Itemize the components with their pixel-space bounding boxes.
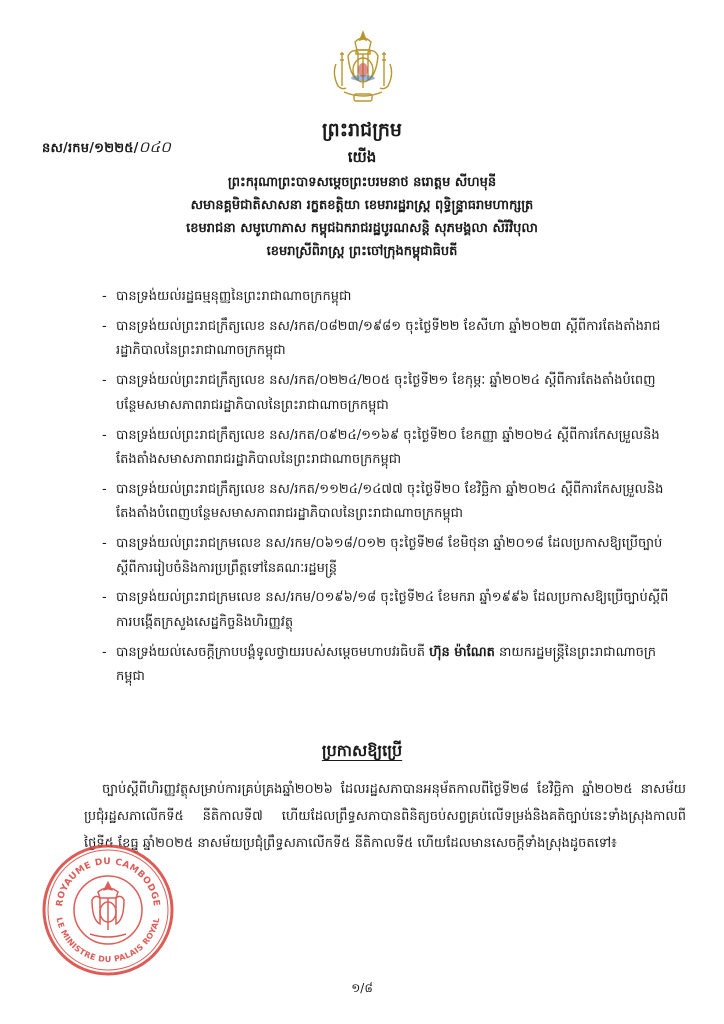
royal-title-line: ព្រះករុណាព្រះបាទសម្តេចព្រះបរមនាថ នរោត្តម សីហមុនី bbox=[227, 175, 497, 190]
document-number-handwritten: ០៤០ bbox=[138, 138, 172, 156]
document-title: ព្រះរាជក្រម bbox=[322, 119, 402, 141]
page-number: ១/៨ bbox=[351, 981, 373, 995]
visa-item: - បានទ្រង់យល់ព្រះរាជក្រឹត្យលេខ នស/រកត/១១២៤/១៤៧៧ ចុះថ្ងៃទី២០ ខែវិច្ឆិកា ឆ្នាំ២០២៤ ស្តីពីការកែសម្រួលនិងតែងតាំងបំពេញបន្ថែមសមាសភាពរាជរដ្ឋាភិបាលនៃព្រះរាជាណាចក្រកម្ពុជា bbox=[102, 481, 664, 522]
visa-item: - បានទ្រង់យល់ព្រះរាជក្រមលេខ នស/រកម/០១៩៦/១៨ ចុះថ្ងៃទី២៤ ខែមករា ឆ្នាំ១៩៩៦ ដែលប្រកាសឱ្យប្រើច្បាប់ស្តីពីការបង្កើតក្រសួងសេដ្ឋកិច្ចនិងហិរញ្ញវត្ថុ bbox=[102, 590, 669, 630]
visa-item-prime-minister: - បានទ្រង់យល់សេចក្តីក្រាបបង្គំទូលថ្វាយរបស់សម្តេចមហាបវរធិបតី ហ៊ុន ម៉ាណែត នាយករដ្ឋមន្ត្រីនៃព្រះរាជាណាចក្រកម្ពុជា bbox=[102, 644, 656, 685]
prime-minister-name: ហ៊ុន ម៉ាណែត bbox=[429, 644, 495, 660]
visa-item: - បានទ្រង់យល់ព្រះរាជក្រមលេខ នស/រកម/០៦១៨/០១២ ចុះថ្ងៃទី២៨ ខែមិថុនា ឆ្នាំ២០១៨ ដែលប្រកាសឱ្យប្រើច្បាប់ស្តីពីការរៀបចំនិងការប្រព្រឹត្តទៅនៃគណៈរដ្ឋមន្ត្រី bbox=[102, 536, 663, 576]
royal-title-line: ខេមរាជនា សមូហោភាស កម្ពុជឯករាជរដ្ឋបូរណសន្តិ សុភមង្គលា សិរីវិបុលា bbox=[186, 221, 538, 236]
proclamation-title: ប្រកាសឱ្យប្រើ bbox=[321, 741, 403, 760]
royal-title-line: សមានគ្គមិជាតិសាសនា រក្ខតខត្តិយា ខេមរារដ្ឋរាស្ត្រ ពុទ្ធិន្ទ្រាធរាមហាក្សត្រ bbox=[190, 198, 534, 213]
visa-item: - បានទ្រង់យល់ព្រះរាជក្រឹត្យលេខ នស/រកត/០៩២៤/១១៦៩ ចុះថ្ងៃទី២០ ខែកញ្ញា ឆ្នាំ២០២៤ ស្តីពីការកែសម្រួលនិងតែងតាំងសមាសភាពរាជរដ្ឋាភិបាលនៃព្រះរាជាណាចក្រកម្ពុជា bbox=[102, 427, 660, 467]
visa-list bbox=[102, 285, 680, 695]
royal-arms-emblem-icon bbox=[328, 30, 398, 110]
visa-item: - បានទ្រង់យល់រដ្ឋធម្មនុញ្ញនៃព្រះរាជាណាចក្រកម្ពុជា bbox=[102, 289, 352, 304]
proclamation-body: ច្បាប់ស្តីពីហិរញ្ញវត្ថុសម្រាប់ការគ្រប់គ្រងឆ្នាំ២០២៦ ដែលរដ្ឋសភាបានអនុម័តកាលពីថ្ងៃទី២៨ ខែវិច្ឆិកា ឆ្នាំ២០២៥ នាសម័យប្រជុំរដ្ឋសភាលើកទី៥ នីតិកាលទី៧ ហើយដែលព្រឹទ្ធសភាបានពិនិត្យចប់សព្វគ្រប់លើទម្រង់និងគតិច្បាប់នេះទាំងស្រុងកាលពីថ្ងៃទី៥ ខែធ្នូ ឆ្នាំ២០២៥ នាសម័យប្រជុំព្រឹទ្ធសភាលើកទី៥ នីតិកាលទី៥ ហើយដែលមានសេចក្តីទាំងស្រុងដូចតទៅ៖ bbox=[84, 782, 686, 851]
seal-text-top: ROYAUME DU CAMBODGE bbox=[55, 856, 161, 908]
royal-title-line: ខេមរាស្រីពិរាស្ត្រ ព្រះចៅក្រុងកម្ពុជាធិបតី bbox=[266, 244, 458, 259]
royal-palace-seal-icon bbox=[40, 842, 176, 978]
we-heading: យើង bbox=[347, 148, 377, 166]
document-number-printed: នស/រកម/១២២៥/ bbox=[42, 141, 139, 156]
seal-text-bottom: LE MINISTRE DU PALAIS ROYAL bbox=[54, 916, 162, 965]
visa-item: - បានទ្រង់យល់ព្រះរាជក្រឹត្យលេខ នស/រកត/០៨២៣/១៩៨១ ចុះថ្ងៃទី២២ ខែសីហា ឆ្នាំ២០២៣ ស្តីពីការតែងតាំងរាជរដ្ឋាភិបាលនៃព្រះរាជាណាចក្រកម្ពុជា bbox=[102, 318, 661, 359]
visa-item: - បានទ្រង់យល់ព្រះរាជក្រឹត្យលេខ នស/រកត/០២២៤/២០៥ ចុះថ្ងៃទី២១ ខែកុម្ភៈ ឆ្នាំ២០២៤ ស្តីពីការតែងតាំងបំពេញបន្ថែមសមាសភាពរាជរដ្ឋាភិបាលនៃព្រះរាជាណាចក្រកម្ពុជា bbox=[102, 373, 656, 413]
